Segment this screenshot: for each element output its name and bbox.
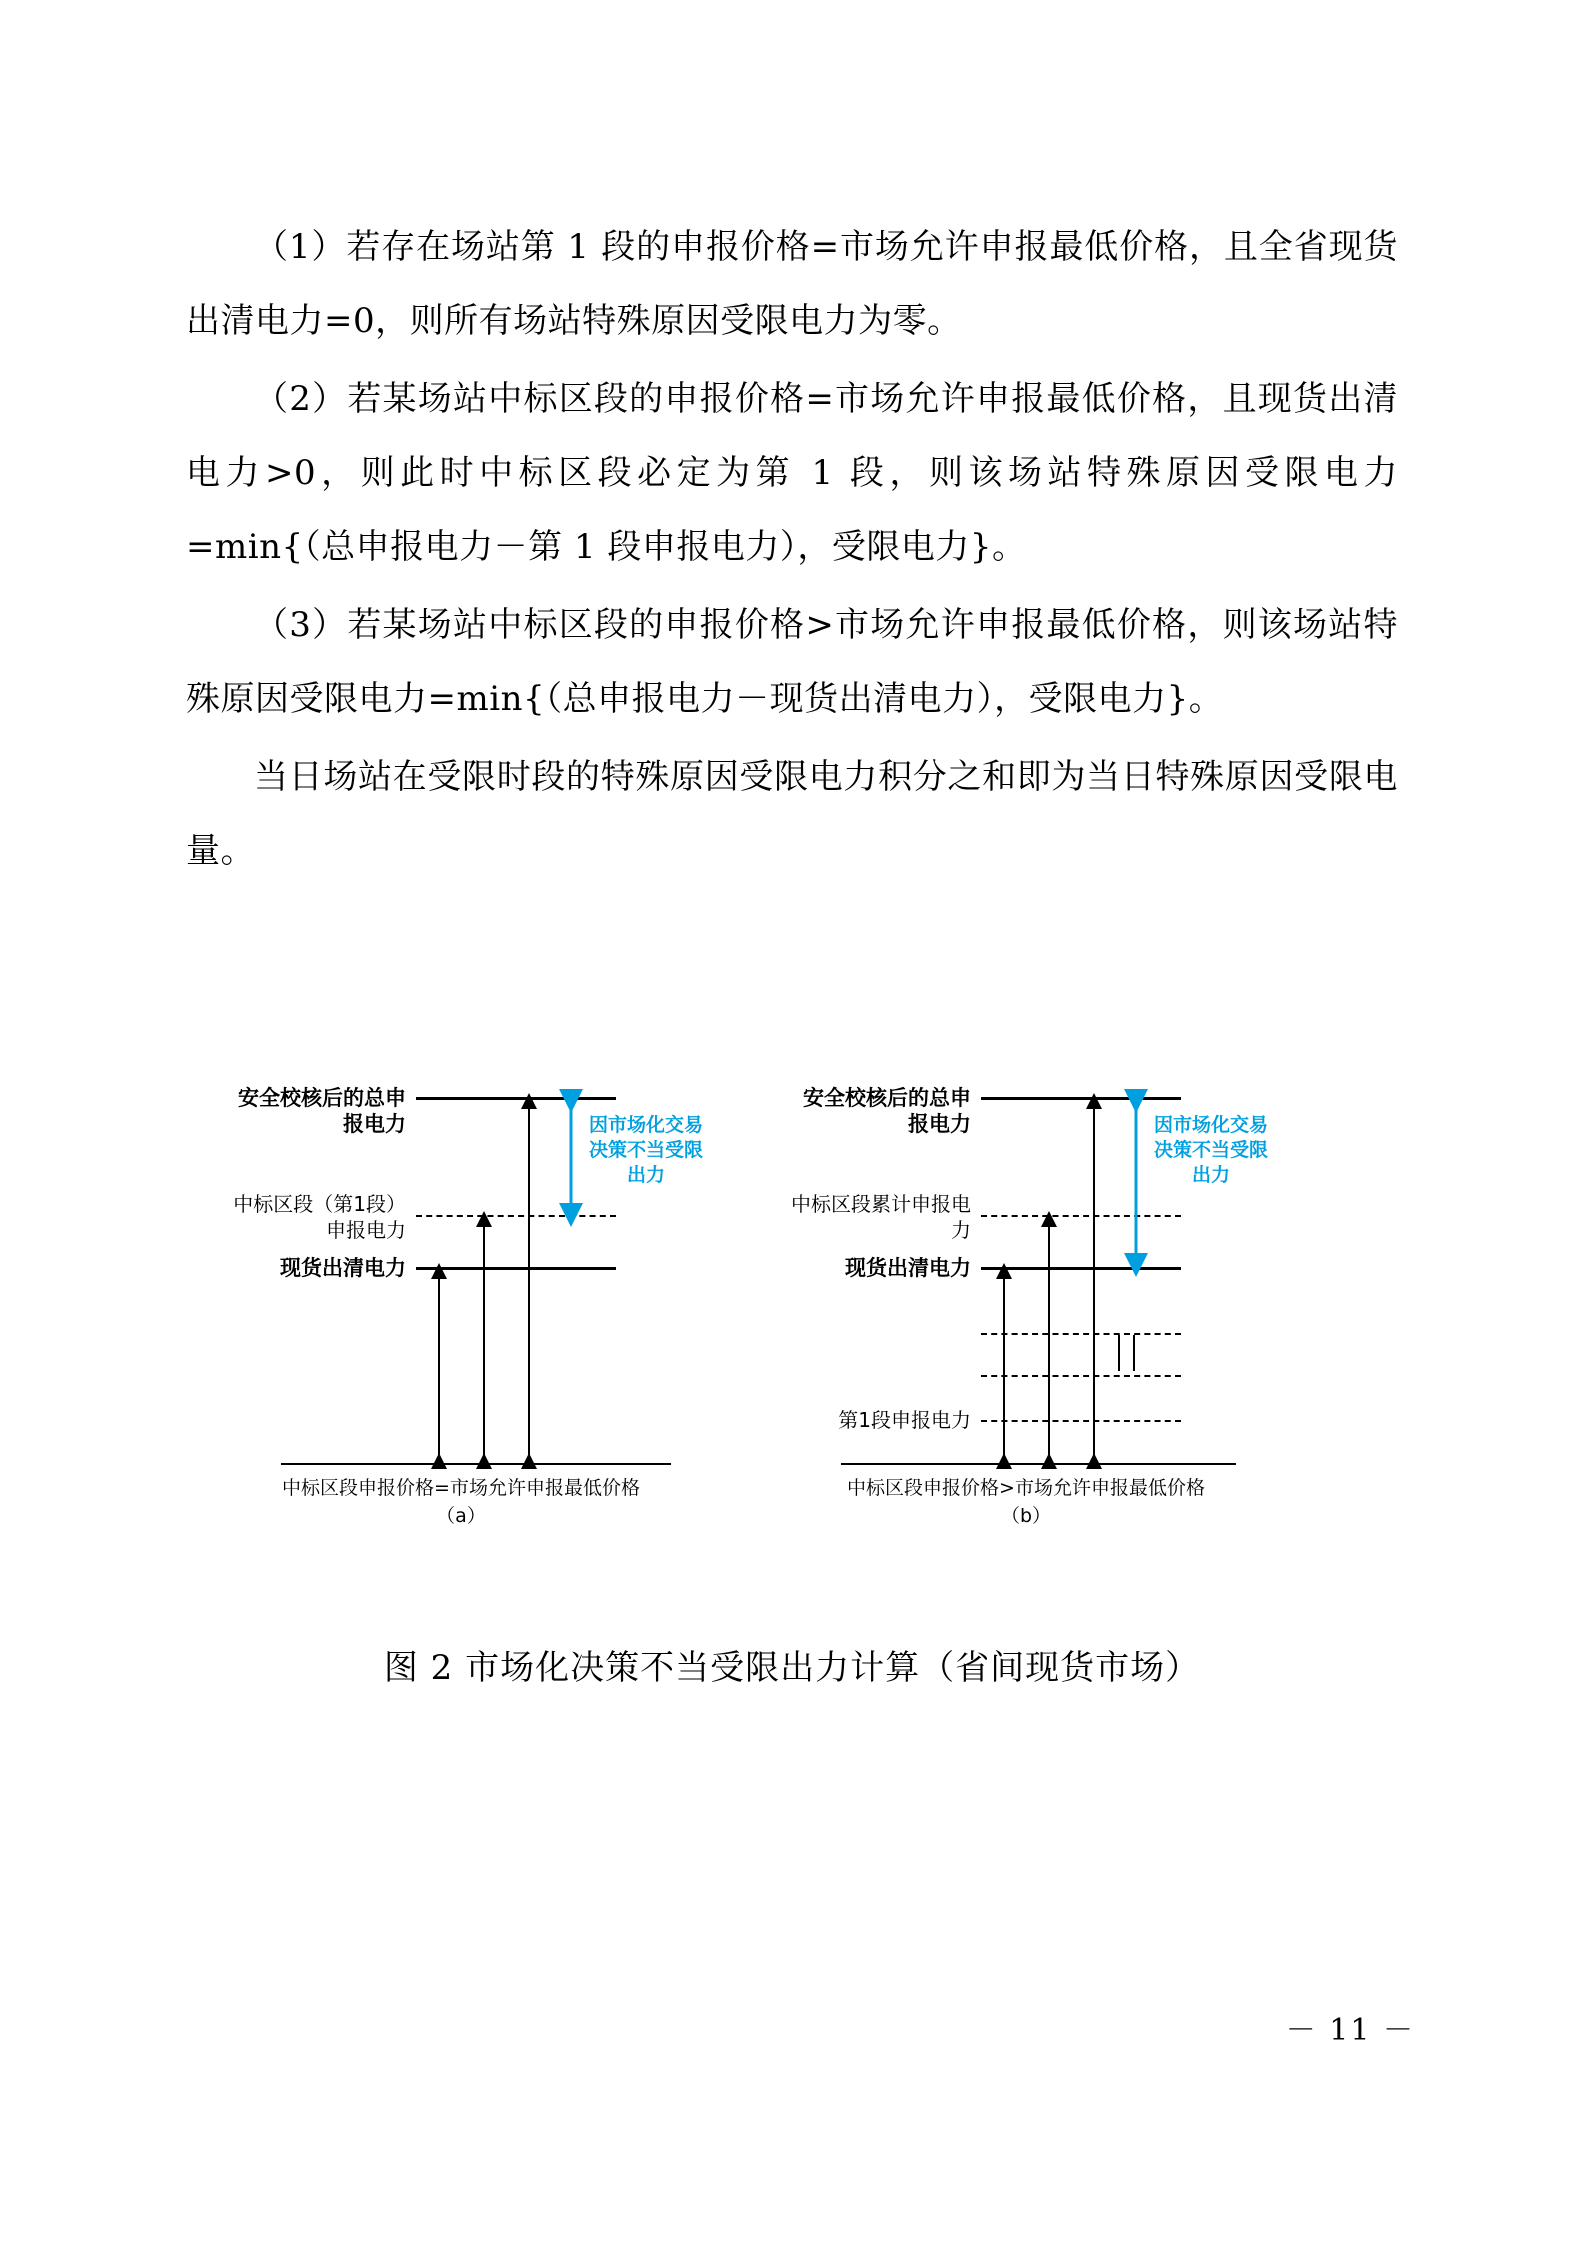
panel-a-annotation: 因市场化交易决策不当受限出力 — [588, 1114, 703, 1186]
figure-title: 图 2 市场化决策不当受限出力计算（省间现货市场） — [383, 1648, 1201, 1688]
paragraph-3: （3）若某场站中标区段的申报价格>市场允许申报最低价格，则该场站特殊原因受限电力=min{（总申报电力－现货出清电力），受限电力}。 — [186, 605, 1398, 719]
panel-b-caption: 中标区段申报价格>市场允许申报最低价格 — [847, 1477, 1205, 1499]
figure-panel-b — [786, 1075, 1346, 1575]
panel-a-sublabel: （a） — [436, 1505, 486, 1527]
panel-b-annotation: 因市场化交易决策不当受限出力 — [1153, 1114, 1268, 1186]
paragraph-2: （2）若某场站中标区段的申报价格=市场允许申报最低价格，且现货出清电力>0，则此时中标区段必定为第 1 段，则该场站特殊原因受限电力=min{（总申报电力－第 1 段申报电力），受限电力}。 — [186, 379, 1398, 567]
panel-a-label-segment: 中标区段（第1段）申报电力 — [233, 1192, 406, 1242]
panel-b-label-total: 安全校核后的总申报电力 — [803, 1086, 971, 1136]
figure-2 — [186, 1075, 1398, 1595]
panel-a-label-total: 安全校核后的总申报电力 — [238, 1086, 406, 1136]
panel-a-label-clearing: 现货出清电力 — [280, 1256, 406, 1280]
panel-b-sublabel: （b） — [1000, 1505, 1052, 1527]
page-number: － 11 － — [1285, 2013, 1415, 2048]
figure-panel-a — [226, 1075, 786, 1575]
panel-a-caption: 中标区段申报价格=市场允许申报最低价格 — [282, 1477, 640, 1499]
paragraph-4: 当日场站在受限时段的特殊原因受限电力积分之和即为当日特殊原因受限电量。 — [186, 757, 1398, 871]
panel-b-label-segment1: 第1段申报电力 — [838, 1408, 971, 1432]
panel-b-label-accum: 中标区段累计申报电力 — [791, 1192, 971, 1242]
panel-b-label-clearing: 现货出清电力 — [845, 1256, 971, 1280]
body-text — [186, 210, 1398, 892]
paragraph-1: （1）若存在场站第 1 段的申报价格=市场允许申报最低价格，且全省现货出清电力=0，则所有场站特殊原因受限电力为零。 — [186, 227, 1398, 341]
